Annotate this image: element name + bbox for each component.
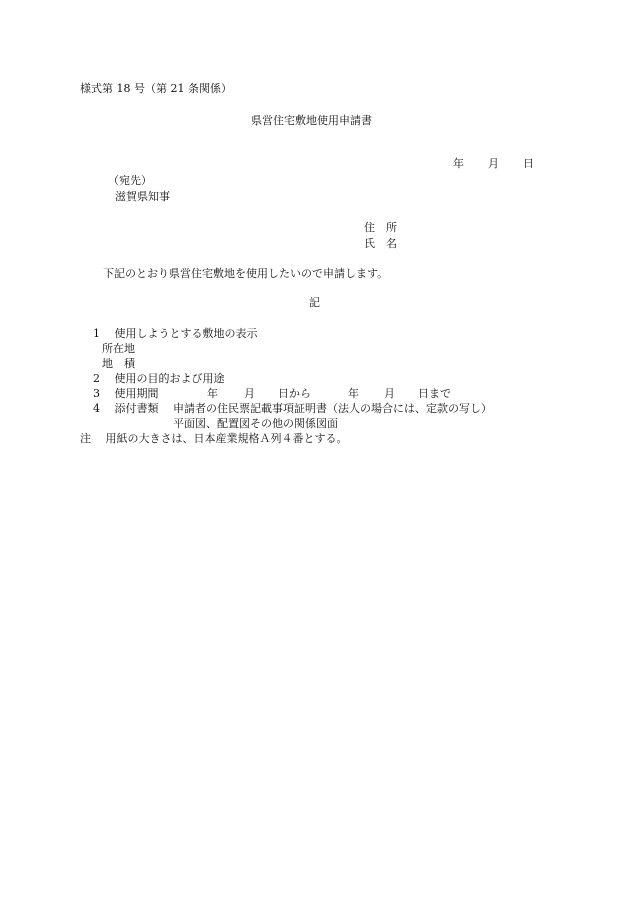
period-end-day: 日まで (418, 387, 451, 400)
area-label: 地 積 (102, 357, 135, 370)
date-line (446, 144, 534, 170)
item-2: 2 使用の目的および用途 (93, 372, 225, 385)
attachment-2: 平面図、配置図その他の関係図面 (173, 417, 338, 430)
form-number: 様式第 18 号（第 21 条関係） (80, 82, 232, 95)
period-end-month: 月 (384, 387, 395, 400)
period-start-year: 年 (207, 387, 218, 400)
date-year: 年 (453, 157, 464, 171)
applicant-name-label: 氏 名 (364, 237, 397, 250)
item-4-label: 4 添付書類 (93, 402, 159, 415)
addressee-prefix: （宛先） (108, 174, 152, 187)
item-3-label: 3 使用期間 (93, 387, 159, 400)
date-day: 日 (523, 157, 534, 171)
period-end-year: 年 (348, 387, 359, 400)
item-1: 1 使用しようとする敷地の表示 (93, 327, 258, 340)
paper-size-note: 注 用紙の大きさは、日本産業規格Ａ列４番とする。 (80, 432, 348, 445)
attachment-1: 申請者の住民票記載事項証明書（法人の場合には、定款の写し） (173, 402, 492, 415)
date-month: 月 (488, 157, 499, 171)
addressee-name: 滋賀県知事 (115, 190, 170, 203)
application-statement: 下記のとおり県営住宅敷地を使用したいので申請します。 (103, 267, 389, 280)
document-title: 県営住宅敷地使用申請書 (251, 114, 372, 127)
period-start-month: 月 (244, 387, 255, 400)
ki-heading: 記 (309, 296, 320, 309)
applicant-address-label: 住 所 (364, 221, 397, 234)
period-start-day: 日から (278, 387, 311, 400)
location-label: 所在地 (102, 342, 135, 355)
